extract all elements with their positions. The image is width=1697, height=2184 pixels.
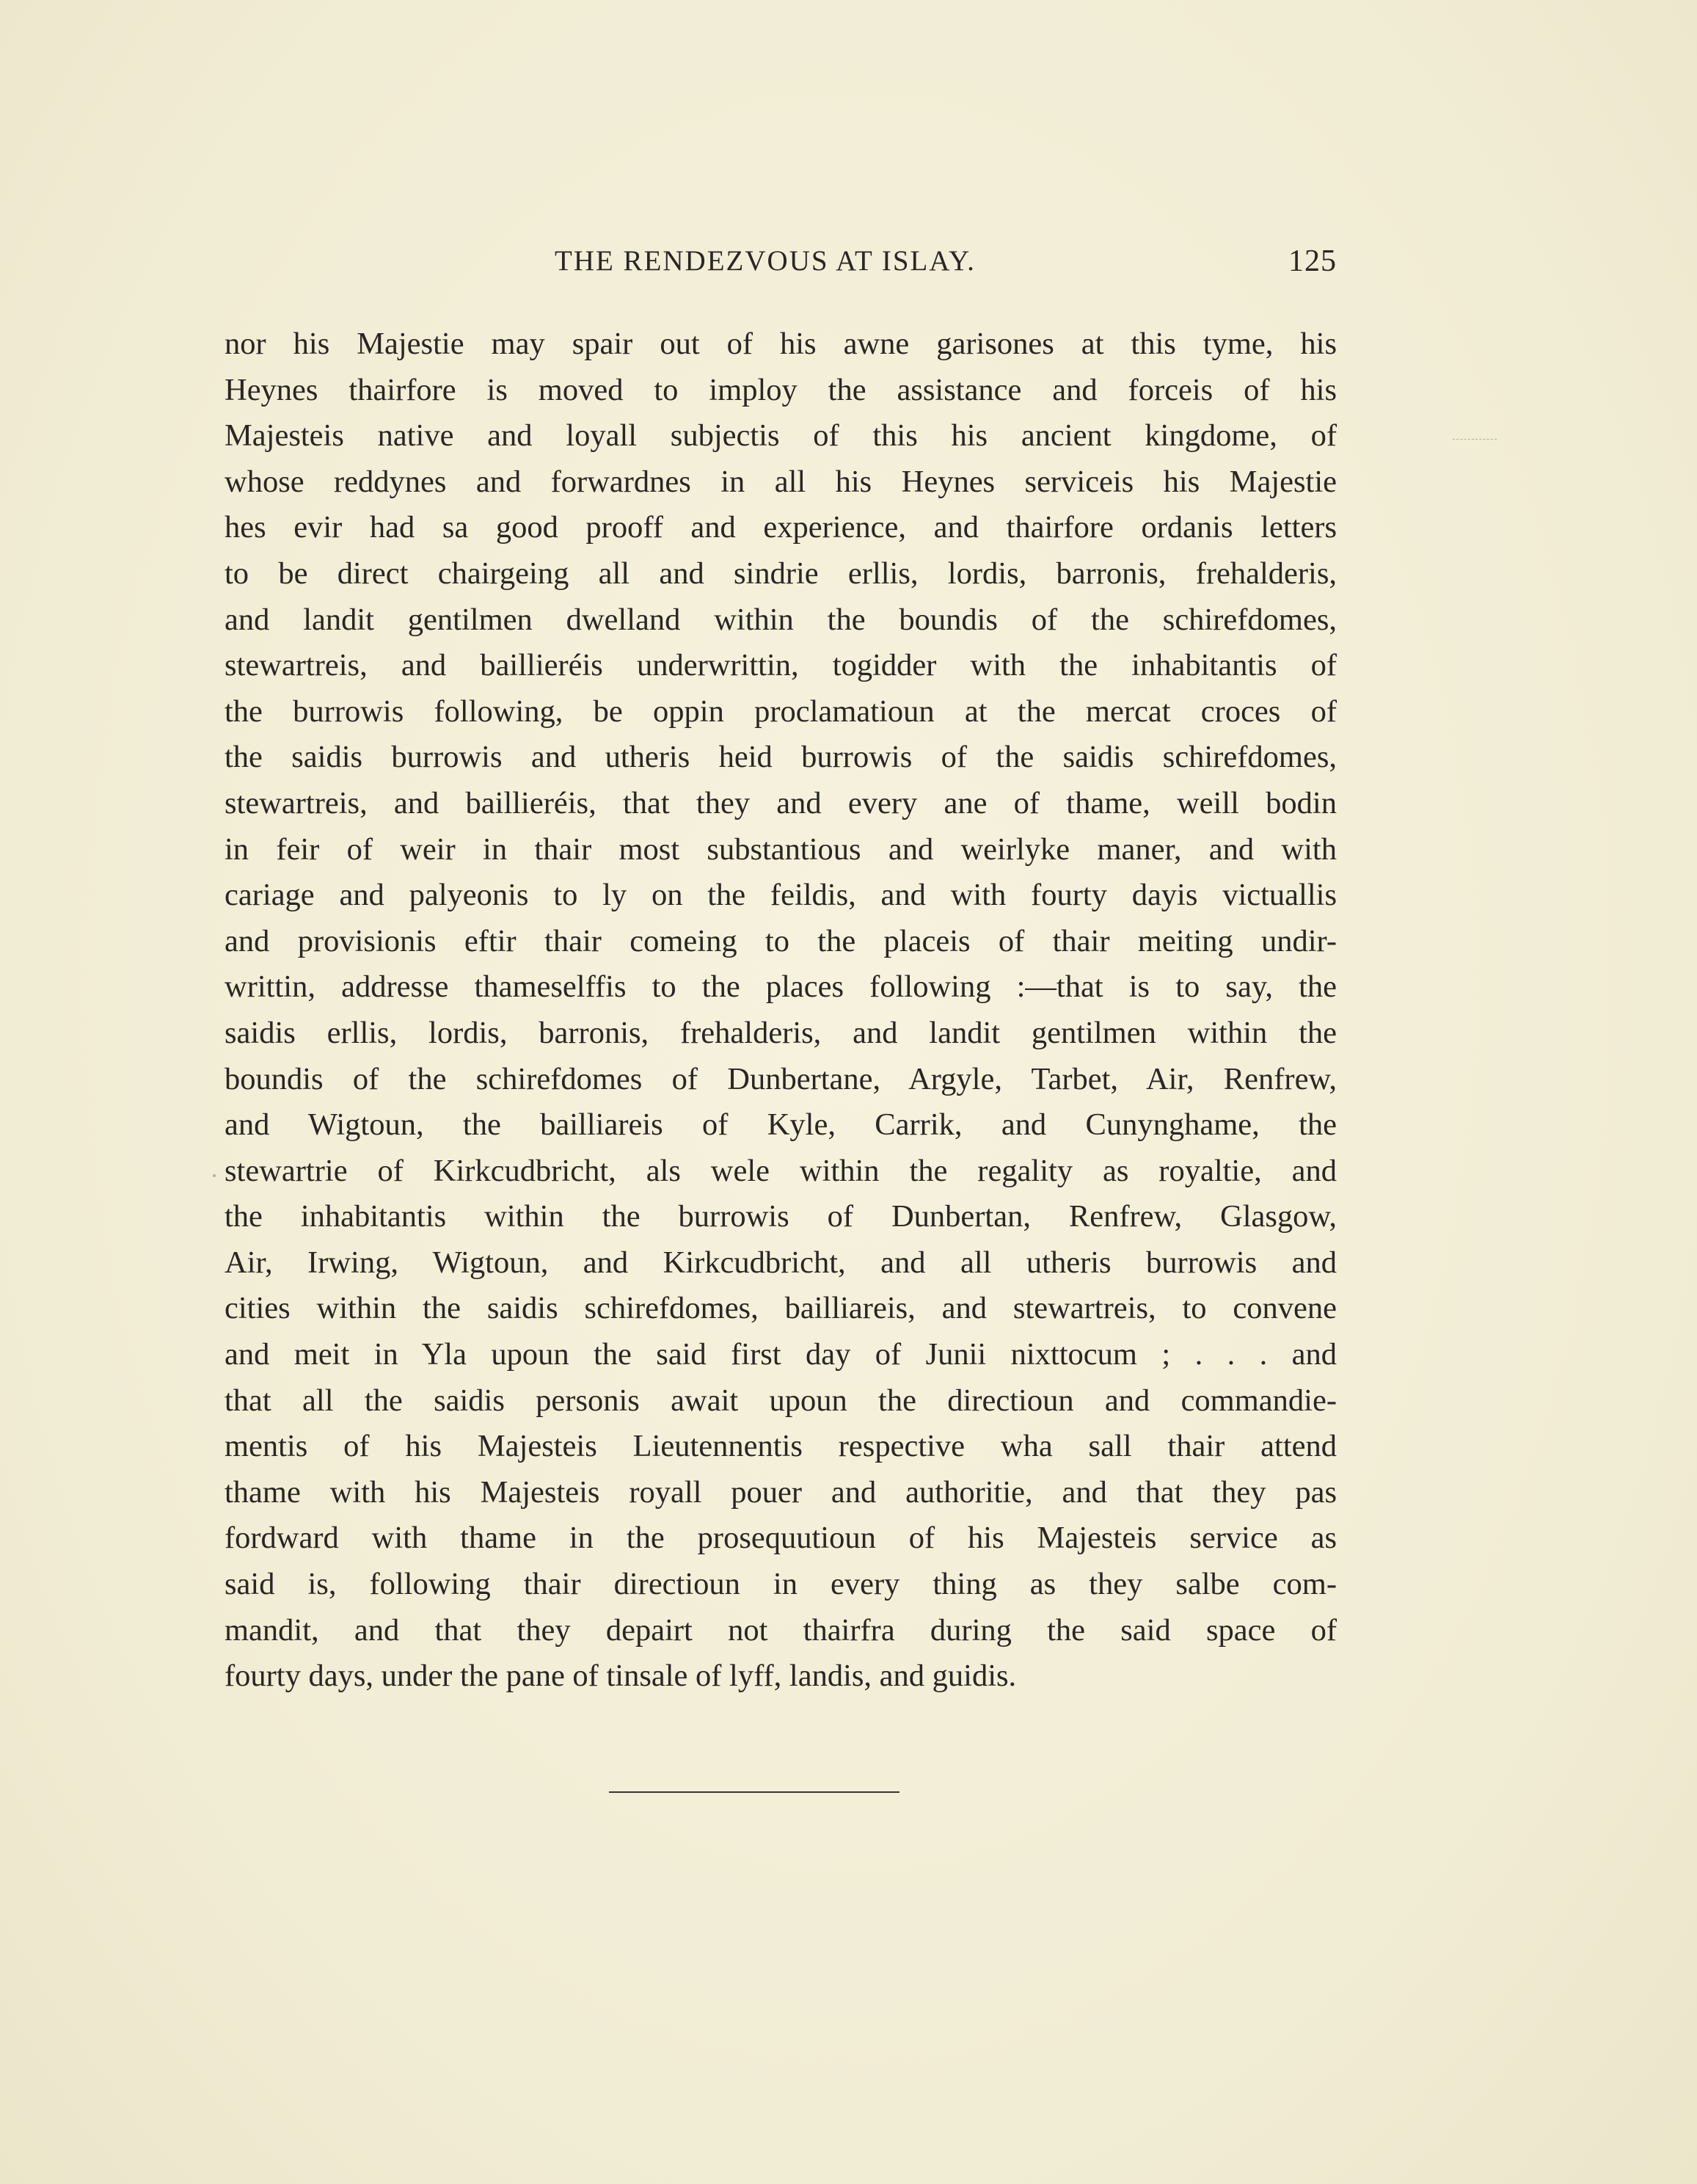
text-line: saidis erllis, lordis, barronis, frehalderis, and landit gentilmen within the (225, 1015, 1337, 1050)
text-line: the burrowis following, be oppin proclamatioun at the mercat croces of (225, 694, 1337, 729)
text-line: nor his Majestie may spair out of his awne garisones at this tyme, his (225, 327, 1337, 361)
text-line: stewartreis, and baillieréis underwrittin, togidder with the inhabitantis of (225, 648, 1337, 683)
section-end-rule (609, 1791, 899, 1793)
text-line: mandit, and that they depairt not thairfra during the said space of (225, 1612, 1337, 1648)
running-head (225, 239, 1337, 283)
margin-mark (1453, 439, 1497, 440)
text-line: cities within the saidis schirefdomes, bailliareis, and stewartreis, to convene (225, 1291, 1337, 1326)
text-line: to be direct chairgeing all and sindrie erllis, lordis, barronis, frehalderis, (225, 556, 1337, 591)
text-line: cariage and palyeonis to ly on the feildis, and with fourty dayis victuallis (225, 878, 1337, 913)
text-line: that all the saidis personis await upoun the directioun and commandie- (225, 1383, 1337, 1418)
text-line: stewartreis, and baillieréis, that they and every ane of thame, weill bodin (225, 785, 1337, 820)
page-number: 125 (1288, 244, 1337, 278)
text-line: Heynes thairfore is moved to imploy the assistance and forceis of his (225, 372, 1337, 407)
text-line: and Wigtoun, the bailliareis of Kyle, Carrik, and Cunynghame, the (225, 1107, 1337, 1143)
paper-speck (213, 1174, 216, 1177)
text-line: boundis of the schirefdomes of Dunbertane, Argyle, Tarbet, Air, Renfrew, (225, 1061, 1337, 1096)
text-line: the saidis burrowis and utheris heid burrowis of the saidis schirefdomes, (225, 740, 1337, 775)
body-text (225, 321, 1337, 1700)
text-line: and meit in Yla upoun the said first day of Junii nixttocum ; . . . and (225, 1337, 1337, 1372)
text-line: whose reddynes and forwardnes in all his Heynes serviceis his Majestie (225, 464, 1337, 499)
text-line: and provisionis eftir thair comeing to the placeis of thair meiting undir- (225, 923, 1337, 958)
text-line: said is, following thair directioun in every thing as they salbe com- (225, 1567, 1337, 1602)
text-line: writtin, addresse thameselffis to the places following :—that is to say, the (225, 969, 1337, 1005)
text-line: fordward with thame in the prosequutioun of his Majesteis service as (225, 1521, 1337, 1556)
text-line: Air, Irwing, Wigtoun, and Kirkcudbricht, and all utheris burrowis and (225, 1245, 1337, 1280)
text-line: the inhabitantis within the burrowis of Dunbertan, Renfrew, Glasgow, (225, 1199, 1337, 1234)
text-line-last: fourty days, under the pane of tinsale of lyff, landis, and guidis. (225, 1659, 1017, 1694)
running-title: THE RENDEZVOUS AT ISLAY. (555, 245, 976, 277)
text-line: in feir of weir in thair most substantious and weirlyke maner, and with (225, 831, 1337, 867)
text-line: Majesteis native and loyall subjectis of this his ancient kingdome, of (225, 418, 1337, 454)
text-line: thame with his Majesteis royall pouer and authoritie, and that they pas (225, 1474, 1337, 1510)
text-line: stewartrie of Kirkcudbricht, als wele within the regality as royaltie, and (225, 1153, 1337, 1188)
text-line: and landit gentilmen dwelland within the boundis of the schirefdomes, (225, 602, 1337, 637)
text-line: mentis of his Majesteis Lieutennentis respective wha sall thair attend (225, 1429, 1337, 1464)
text-line: hes evir had sa good prooff and experience, and thairfore ordanis letters (225, 510, 1337, 545)
